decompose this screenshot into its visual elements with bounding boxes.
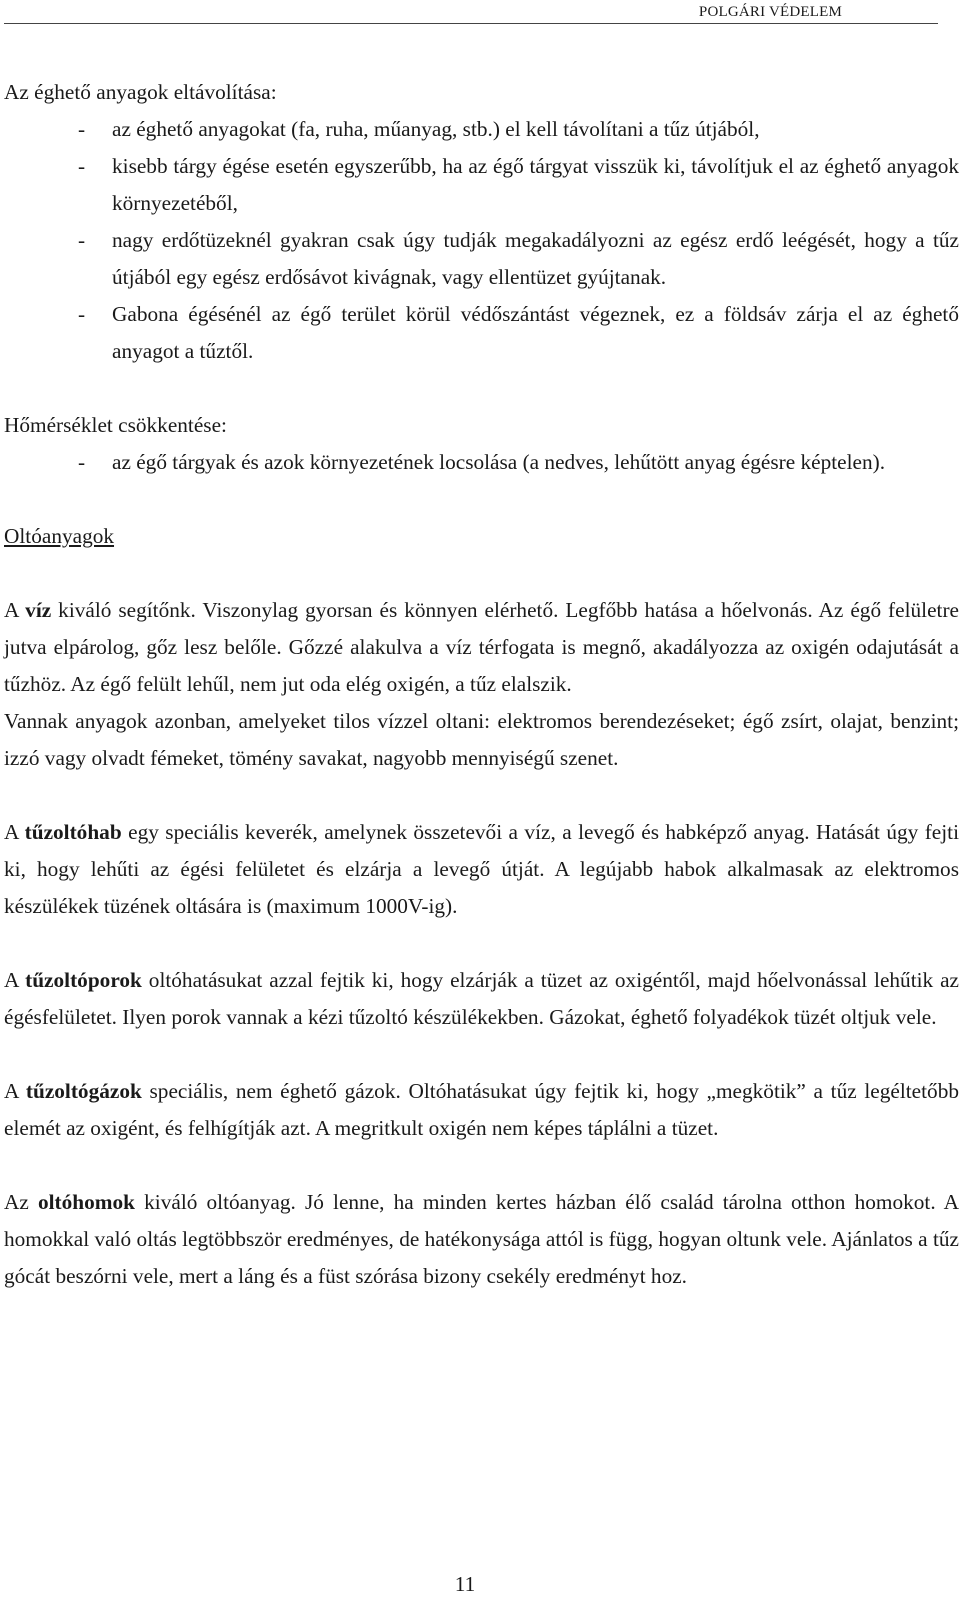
header-rule	[4, 23, 938, 24]
running-header	[0, 4, 938, 21]
water-term: víz	[25, 598, 52, 622]
water-paragraph	[4, 592, 959, 703]
removal-list	[4, 111, 959, 370]
sand-prefix: Az	[4, 1190, 38, 1214]
sand-text: kiváló oltóanyag. Jó lenne, ha minden kertes házban élő család tárolna otthon homokot. A homokkal való oltás legtöbbször eredményes, de hatékonysága attól is függ, hogyan oltunk vele. Ajánlatos a tűz gócát beszórni vele, mert a láng és a füst szórása bizony csekély eredményt hoz.	[4, 1190, 959, 1288]
water-prefix: A	[4, 598, 26, 622]
water-warning-paragraph: Vannak anyagok azonban, amelyeket tilos vízzel oltani: elektromos berendezéseket; égő zsírt, olajat, benzint; izzó vagy olvadt fémeket, tömény savakat, nagyobb mennyiségű szenet.	[4, 709, 959, 770]
gas-prefix: A	[4, 1079, 26, 1103]
agents-heading-text: Oltóanyagok	[4, 524, 115, 548]
foam-term: tűzoltóhab	[24, 820, 122, 844]
header-title: POLGÁRI VÉDELEM	[698, 4, 843, 20]
foam-paragraph	[4, 814, 959, 925]
foam-prefix: A	[4, 820, 25, 844]
list-item: - kisebb tárgy égése esetén egyszerűbb, ha az égő tárgyat visszük ki, távolítjuk el az éghető anyagok környezetéből,	[4, 148, 959, 222]
sand-paragraph	[4, 1184, 959, 1295]
removal-heading: Az éghető anyagok eltávolítása:	[4, 80, 277, 104]
agents-heading	[4, 518, 959, 555]
list-item: - az éghető anyagokat (fa, ruha, műanyag, stb.) el kell távolítani a tűz útjából,	[4, 111, 959, 148]
powder-text: oltóhatásukat azzal fejtik ki, hogy elzárják a tüzet az oxigéntől, majd hőelvonással lehűtik az égésfelületet. Ilyen porok vannak a kézi tűzoltó készülékekben. Gázokat, éghető folyadékok tüzét oltjuk vele.	[4, 968, 959, 1029]
list-item: - Gabona égésénél az égő terület körül védőszántást végeznek, ez a földsáv zárja el az éghető anyagot a tűztől.	[4, 296, 959, 370]
cooling-heading: Hőmérséklet csökkentése:	[4, 413, 227, 437]
gas-text: speciális, nem éghető gázok. Oltóhatásukat úgy fejtik ki, hogy „megkötik” a tűz legéltetőbb elemét az oxigént, és felhígítják azt. A megritkult oxigén nem képes táplálni a tüzet.	[4, 1079, 959, 1140]
list-item: - az égő tárgyak és azok környezetének locsolása (a nedves, lehűtött anyag égésre képtelen).	[4, 444, 959, 481]
powder-term: tűzoltóporok	[25, 968, 142, 992]
sand-term: oltóhomok	[37, 1190, 136, 1214]
page-content	[4, 74, 959, 1295]
gas-paragraph	[4, 1073, 959, 1147]
water-text: kiváló segítőnk. Viszonylag gyorsan és könnyen elérhető. Legfőbb hatása a hőelvonás. Az égő felületre jutva elpárolog, gőz lesz belőle. Gőzzé alakulva a víz térfogata is megnő, akadályozza az oxigén odajutását a tűzhöz. Az égő felült lehűl, nem jut oda elég oxigén, a tűz elalszik.	[4, 598, 959, 696]
list-item: - nagy erdőtüzeknél gyakran csak úgy tudják megakadályozni az egész erdő leégését, hogy a tűz útjából egy egész erdősávot kivágnak, vagy ellentüzet gyújtanak.	[4, 222, 959, 296]
page-number: 11	[454, 1572, 476, 1596]
foam-text: egy speciális keverék, amelynek összetevői a víz, a levegő és habképző anyag. Hatását úgy fejti ki, hogy lehűti az égési felületet és elzárja a levegő útját. A legújabb habok alkalmasak az elektromos készülékek tüzének oltására is (maximum 1000V-ig).	[4, 820, 960, 918]
gas-term: tűzoltógázok	[25, 1079, 142, 1103]
powder-prefix: A	[4, 968, 26, 992]
powder-paragraph	[4, 962, 959, 1036]
cooling-list	[4, 444, 959, 481]
